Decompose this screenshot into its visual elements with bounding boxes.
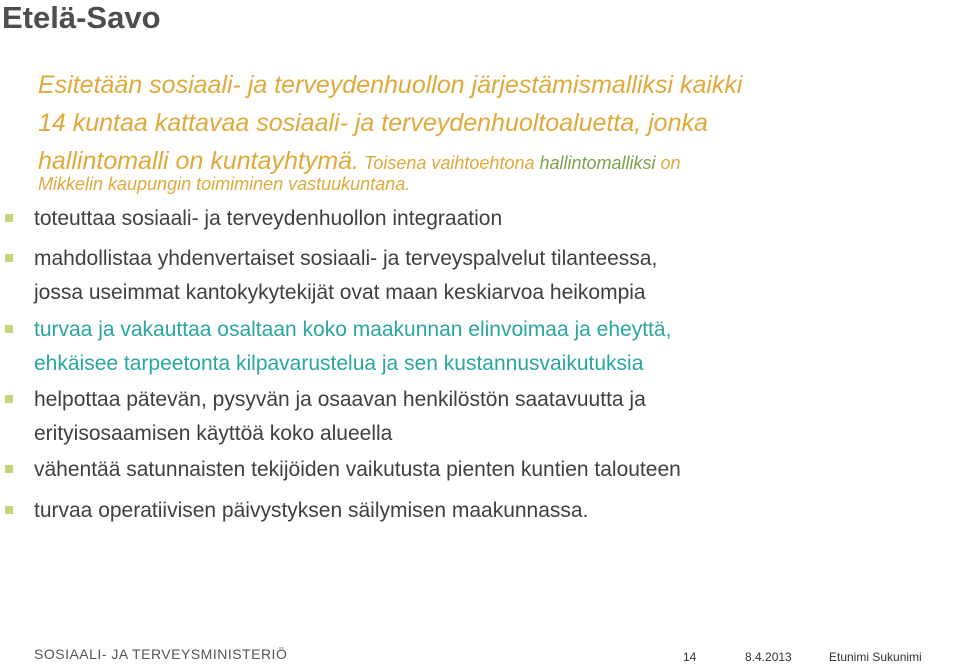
slide-title: Etelä-Savo bbox=[2, 0, 161, 35]
bullet-text bbox=[34, 453, 934, 487]
bullet-line: toteuttaa sosiaali- ja terveydenhuollon integraation bbox=[34, 207, 503, 230]
intro-line-3-highlight: hallintomalliksi bbox=[539, 153, 656, 173]
bullet-marker-icon bbox=[5, 325, 13, 333]
bullet-marker-icon bbox=[5, 506, 13, 514]
intro-line-3-end: on bbox=[655, 153, 681, 173]
footer-author: Etunimi Sukunimi bbox=[829, 650, 922, 664]
bullet-marker-icon bbox=[5, 395, 13, 403]
intro-line-4: Mikkelin kaupungin toimiminen vastuukuntana. bbox=[38, 174, 411, 194]
bullet-line: erityisosaamisen käyttöä koko alueella bbox=[34, 422, 393, 445]
bullet-text bbox=[34, 313, 934, 381]
bullet-line: mahdollistaa yhdenvertaiset sosiaali- ja terveyspalvelut tilanteessa, bbox=[34, 247, 658, 270]
bullet-marker-icon bbox=[5, 214, 13, 222]
footer-date: 8.4.2013 bbox=[745, 650, 792, 664]
bullet-line: jossa useimmat kantokykytekijät ovat maan keskiarvoa heikompia bbox=[34, 281, 646, 304]
intro-line-3-alt: Toisena vaihtoehtona bbox=[359, 153, 540, 173]
bullet-marker-icon bbox=[5, 465, 13, 473]
bullet-line: helpottaa pätevän, pysyvän ja osaavan henkilöstön saatavuutta ja bbox=[34, 388, 646, 411]
page-number: 14 bbox=[683, 650, 697, 664]
intro-line-2: 14 kuntaa kattavaa sosiaali- ja terveydenhuoltoaluetta, jonka bbox=[38, 109, 708, 137]
ministry-logo-text: SOSIAALI- JA TERVEYSMINISTERIÖ bbox=[34, 646, 288, 662]
bullet-text bbox=[34, 242, 934, 310]
bullet-text bbox=[34, 202, 934, 236]
intro-line-3-main: hallintomalli on kuntayhtymä. bbox=[38, 147, 359, 175]
bullet-text bbox=[34, 383, 934, 451]
bullet-marker-icon bbox=[5, 254, 13, 262]
bullet-line: turvaa operatiivisen päivystyksen säilymisen maakunnassa. bbox=[34, 499, 589, 522]
bullet-text bbox=[34, 494, 934, 528]
bullet-line: turvaa ja vakauttaa osaltaan koko maakunnan elinvoimaa ja eheyttä, bbox=[34, 318, 672, 341]
bullet-line: ehkäisee tarpeetonta kilpavarustelua ja sen kustannusvaikutuksia bbox=[34, 352, 644, 375]
bullet-line: vähentää satunnaisten tekijöiden vaikutusta pienten kuntien talouteen bbox=[34, 458, 681, 481]
intro-line-1: Esitetään sosiaali- ja terveydenhuollon järjestämismalliksi kaikki bbox=[38, 71, 743, 99]
